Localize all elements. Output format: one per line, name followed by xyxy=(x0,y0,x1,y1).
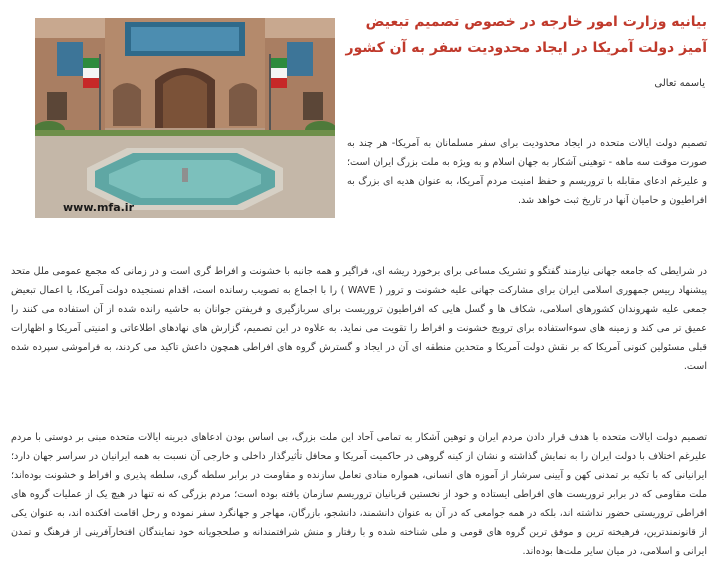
article-paragraph-3: تصمیم دولت ایالات متحده با هدف قرار دادن مردم ایران و توهین آشکار به تمامی آحاد این ملت بزرگ، بی اساس بودن ادعاهای دیرینه ایالات متحده مبنی بر دوستی با مردم علیرغم اختلاف با دولت ایران را به نمایش گذاشته و نشان از کینه گروهی در حاکمیت آمریکا و محافل تأثیرگذار داخلی و خارجی آن نسبت به همه ایرانیان در سراسر جهان دارد؛ ایرانیانی که با تکیه بر تمدنی کهن و آیینی سرشار از آموزه های انسانی، همواره منادی تعامل سازنده و مقاومت در برابر سلطه گری، سلطه پذیری و افراط و خشونت بوده‌اند؛ ملت مقاومی که در برابر تروریست های افراطی ایستاده و خود از نخستین قربانیان تروریسم سازمان یافته بوده است؛ مردم بزرگی که نه تنها در هیچ یک از عملیات گروه های افراطی تروریستی حضور نداشته اند، بلکه در همه جوامعی که در آن به عنوان دانشمند، دانشجو، بازرگان، مهاجر و جهانگرد سفر نموده و رحل اقامت افکنده اند، به عنوان یکی از قانونمندترین، فرهیخته ترین و موفق ترین گروه های قومی و ملی شناخته شده و با رفتار و منش شرافتمندانه و صلحجویانه خود نمایندگان افتخارآفرینی از فرهنگ و تمدن ایرانی و اسلامی، در میان سایر ملت‌ها بوده‌اند. xyxy=(11,432,707,557)
article-paragraph-2: در شرایطی که جامعه جهانی نیازمند گفتگو و تشریک مساعی برای برخورد ریشه ای، فراگیر و همه جانبه با خشونت و افراط گری است و در زمانی که مجمع عمومی ملل متحد پیشنهاد رییس جمهوری اسلامی ایران برای مشارکت جهانی علیه خشونت و ترور ( WAVE ) را با اجماع به تصویب رسانده است، اقدام نسنجیده دولت آمریکا، یا اعمال تبعیض جمعی علیه شهروندان کشورهای اسلامی، شکاف ها و گسل هایی که افراطیون تروریست برای سربازگیری و فریفتن جوانان به حاشیه رانده شده از آن استفاده می کنند را عمیق تر می کند و زمینه های سوءاستفاده برای ترویج خشونت و افراط را تقویت می نماید. به علاوه در این تصمیم، گزارش های نهادهای اطلاعاتی و امنیتی آمریکا و اظهارات قبلی مسئولین کنونی آمریکا که بر نقش دولت آمریکا و متحدین منطقه ای آن در ایجاد و گسترش گروه های افراطی همچون داعش تاکید می کردند، به فراموشی سپرده شده است. xyxy=(11,266,707,372)
article-title: بیانیه وزارت امور خارجه در خصوص تصمیم تبعیض آمیز دولت آمریکا در ایجاد محدودیت سفر به آن کشور xyxy=(345,14,707,56)
article-paragraph-1: تصمیم دولت ایالات متحده در ایجاد محدودیت برای سفر مسلمانان به آمریکا- هر چند به صورت موقت سه ماهه - توهینی آشکار به جهان اسلام و به ویژه به ملت بزرگ ایران است؛ و علیرغم ادعای مقابله با تروریسم و حفظ امنیت مردم آمریکا، به عنوان هدیه ای بزرگ به افراطیون و حامیان آنها در تاریخ ثبت خواهد شد. xyxy=(347,138,707,206)
image-watermark: www.mfa.ir xyxy=(63,201,135,214)
article-byline: یاسمه تعالی xyxy=(654,78,705,89)
ministry-building-illustration xyxy=(35,18,335,218)
ministry-building-photo xyxy=(35,18,335,218)
